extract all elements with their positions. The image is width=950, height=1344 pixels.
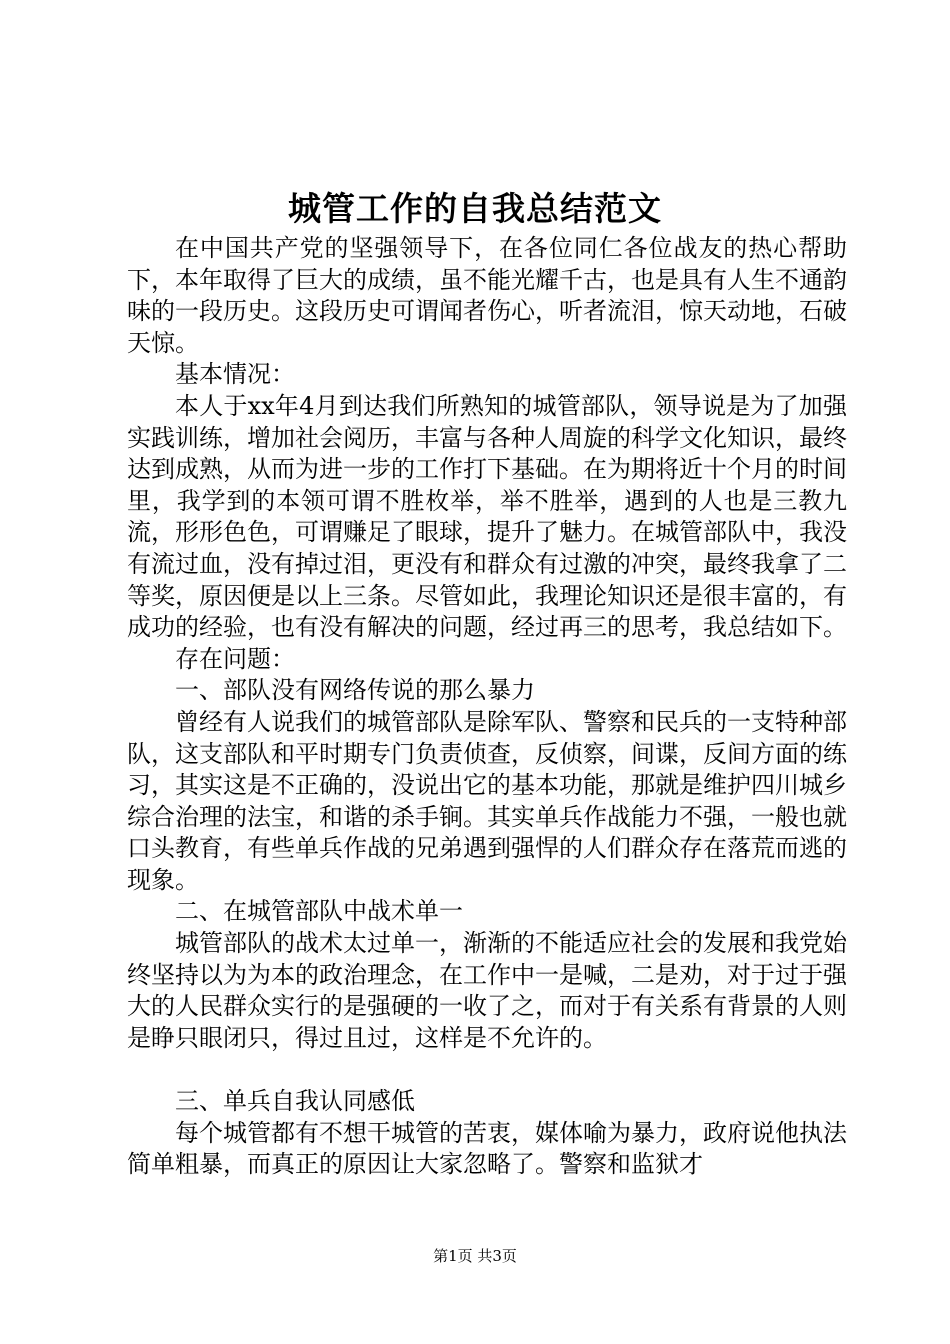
paragraph-intro: 在中国共产党的坚强领导下，在各位同仁各位战友的热心帮助下，本年取得了巨大的成绩，虽不能光耀千古，也是具有人生不通韵味的一段历史。这段历史可谓闻者伤心，听者流泪，惊天动地，石破天惊。 (127, 234, 847, 357)
paragraph-basic-content: 本人于xx年4月到达我们所熟知的城管部队，领导说是为了加强实践训练，增加社会阅历，丰富与各种人周旋的科学文化知识，最终达到成熟，从而为进一步的工作打下基础。在为期将近十个月的时间里，我学到的本领可谓不胜枚举，举不胜举，遇到的人也是三教九流，形形色色，可谓赚足了眼球，提升了魅力。在城管部队中，我没有流过血，没有掉过泪，更没有和群众有过激的冲突，最终我拿了二等奖，原因便是以上三条。尽管如此，我理论知识还是很丰富的，有成功的经验，也有没有解决的问题，经过再三的思考，我总结如下。 (127, 391, 847, 642)
paragraph-problem-2-content: 城管部队的战术太过单一，渐渐的不能适应社会的发展和我党始终坚持以为为本的政治理念，在工作中一是喊，二是劝，对于过于强大的人民群众实行的是强硬的一收了之，而对于有关系有背景的人则是睁只眼闭只，得过且过，这样是不允许的。 (127, 929, 847, 1052)
paragraph-problem-3-heading: 三、单兵自我认同感低 (175, 1087, 415, 1116)
page-number-footer: 第1页 共3页 (433, 1247, 517, 1265)
document-body (127, 233, 847, 1181)
paragraph-problems-heading: 存在问题： (175, 644, 295, 673)
paragraph-problem-2-heading: 二、在城管部队中战术单一 (175, 897, 463, 926)
document-title: 城管工作的自我总结范文 (288, 189, 662, 228)
paragraph-problem-1-heading: 一、部队没有网络传说的那么暴力 (175, 676, 535, 705)
paragraph-basic-heading: 基本情况： (175, 360, 295, 389)
paragraph-problem-1-content: 曾经有人说我们的城管部队是除军队、警察和民兵的一支特种部队，这支部队和平时期专门负责侦查，反侦察，间谍，反间方面的练习，其实这是不正确的，没说出它的基本功能，那就是维护四川城乡综合治理的法宝，和谐的杀手锏。其实单兵作战能力不强，一般也就口头教育，有些单兵作战的兄弟遇到强悍的人们群众存在落荒而逃的现象。 (127, 707, 847, 894)
paragraph-problem-3-content: 每个城管都有不想干城管的苦衷，媒体喻为暴力，政府说他执法简单粗暴，而真正的原因让大家忽略了。警察和监狱才 (127, 1118, 847, 1179)
